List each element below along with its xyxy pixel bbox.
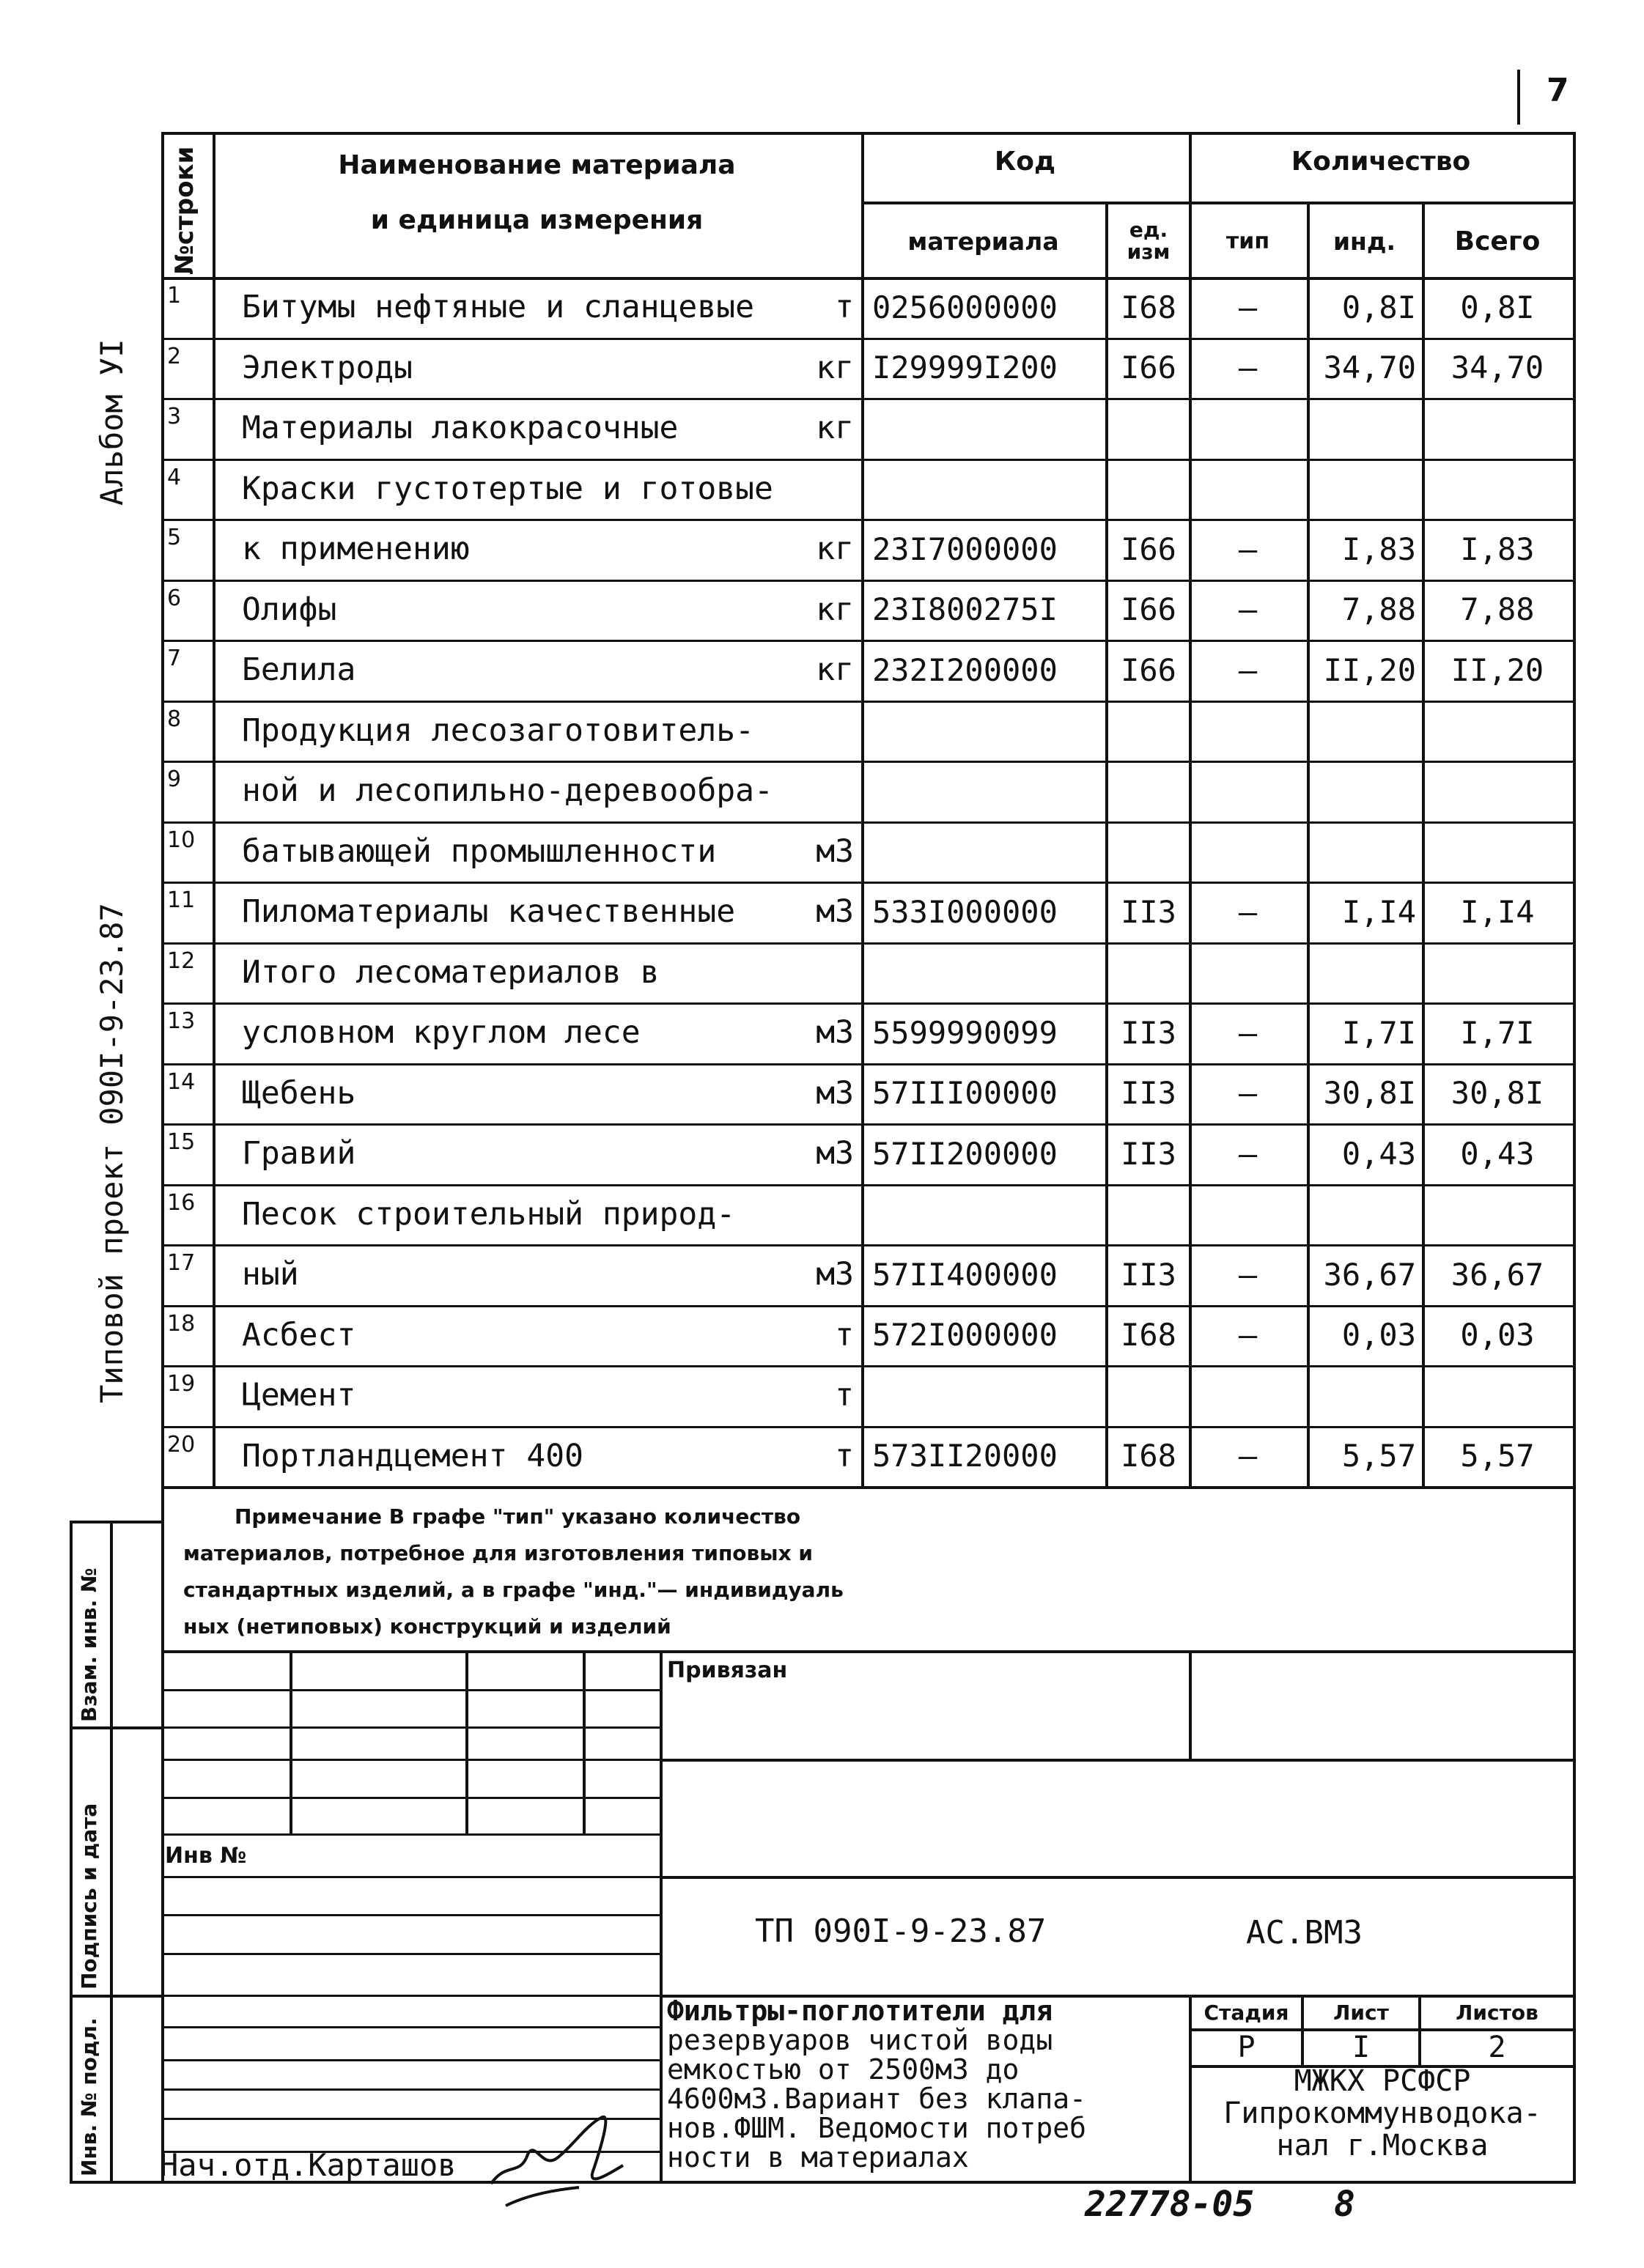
- unit: м3: [816, 1014, 854, 1052]
- row-number: 8: [167, 706, 182, 732]
- unit-code: II3: [1121, 893, 1176, 930]
- unit: [781, 1184, 854, 1245]
- total-qty: 7,88: [1460, 591, 1535, 628]
- type-qty: [1189, 459, 1307, 520]
- unit-code: I68: [1121, 289, 1176, 325]
- title-line: резервуаров чистой воды: [667, 2024, 1053, 2056]
- sheet-label: Лист: [1333, 2000, 1389, 2025]
- row-number: 12: [167, 948, 196, 974]
- material-code: [872, 1184, 1103, 1245]
- ind-qty: II,20: [1323, 651, 1416, 688]
- unit-code: [1108, 459, 1189, 520]
- unit-code: II3: [1121, 1256, 1176, 1293]
- type-qty: [1189, 701, 1307, 761]
- material-name: Пиломатериалы качественные: [242, 893, 736, 931]
- ind-qty: [1307, 398, 1422, 459]
- header-total: Всего: [1454, 226, 1541, 256]
- sheet-value: I: [1352, 2031, 1371, 2064]
- ind-qty: I,83: [1341, 531, 1416, 567]
- total-qty: 36,67: [1451, 1256, 1544, 1293]
- unit-code: II3: [1121, 1075, 1176, 1112]
- material-code: [872, 459, 1103, 520]
- total-qty: [1422, 701, 1573, 761]
- unit: т: [835, 1437, 854, 1474]
- material-code: 23I800275I: [872, 591, 1058, 628]
- unit-code: [1108, 761, 1189, 821]
- title-line: 4600м3.Вариант без клапа-: [667, 2083, 1086, 2115]
- material-name: Продукция лесозаготовитель-: [242, 712, 754, 749]
- total-qty: 34,70: [1451, 350, 1544, 386]
- total-qty: 30,8I: [1451, 1075, 1544, 1112]
- type-qty: –: [1238, 350, 1258, 386]
- unit: [781, 459, 854, 520]
- material-code: 572I000000: [872, 1317, 1058, 1353]
- signature: [476, 2096, 667, 2213]
- archive-number: 22778-05: [1085, 2184, 1255, 2225]
- material-name: Итого лесоматериалов в: [242, 953, 660, 991]
- unit: кг: [816, 651, 854, 689]
- type-qty: [1189, 398, 1307, 459]
- ind-qty: [1307, 701, 1422, 761]
- row-number: 6: [167, 585, 182, 611]
- ind-qty: [1307, 761, 1422, 821]
- material-code: [872, 821, 1103, 882]
- material-name: батывающей промышленности: [242, 832, 717, 870]
- row-number: 13: [167, 1008, 196, 1034]
- material-name: Электроды: [242, 349, 413, 386]
- total-qty: [1422, 1365, 1573, 1426]
- material-name: ной и лесопильно-деревообра-: [242, 772, 773, 810]
- header-quantity: Количество: [1291, 147, 1471, 177]
- title-line: емкостью от 2500м3 до: [667, 2053, 1020, 2086]
- ind-qty: [1307, 459, 1422, 520]
- row-number: 20: [167, 1431, 196, 1458]
- row-number: 5: [167, 525, 182, 550]
- material-name: Битумы нефтяные и сланцевые: [242, 289, 754, 326]
- header-ind: инд.: [1332, 226, 1396, 256]
- org-line1: МЖКХ РСФСР: [1294, 2064, 1471, 2098]
- unit: кг: [816, 410, 854, 447]
- material-code: 573II20000: [872, 1438, 1058, 1474]
- material-code: 533I000000: [872, 893, 1058, 930]
- material-name: Олифы: [242, 591, 337, 628]
- type-qty: –: [1238, 1135, 1258, 1172]
- type-qty: –: [1238, 893, 1258, 930]
- total-qty: 0,03: [1460, 1317, 1535, 1353]
- title-line: ности в материалах: [667, 2141, 969, 2173]
- material-name: Песок строительный природ-: [242, 1195, 736, 1233]
- material-code: I29999I200: [872, 350, 1058, 386]
- unit-code: [1108, 701, 1189, 761]
- stamp-grid-line: [161, 1995, 660, 1997]
- unit: т: [835, 289, 854, 326]
- material-name: к применению: [242, 531, 470, 568]
- ind-qty: 7,88: [1341, 591, 1416, 628]
- row-number: 1: [167, 283, 182, 309]
- unit-code: [1108, 821, 1189, 882]
- sheets-value: 2: [1488, 2031, 1506, 2064]
- ind-qty: [1307, 942, 1422, 1003]
- row-number: 18: [167, 1310, 196, 1337]
- ind-qty: 0,8I: [1341, 289, 1416, 325]
- unit-code: II3: [1121, 1135, 1176, 1172]
- row-number: 4: [167, 464, 182, 490]
- stage-value: Р: [1237, 2031, 1256, 2064]
- total-qty: I,83: [1460, 531, 1535, 567]
- ind-qty: I,7I: [1341, 1014, 1416, 1051]
- unit: [781, 942, 854, 1003]
- row-number: 19: [167, 1371, 196, 1397]
- unit-code: [1108, 1184, 1189, 1245]
- total-qty: 5,57: [1460, 1438, 1535, 1474]
- material-name: Асбест: [242, 1316, 356, 1353]
- unit-code: I66: [1121, 651, 1176, 688]
- header-material: материала: [907, 226, 1059, 256]
- unit: м3: [816, 893, 854, 931]
- unit: м3: [816, 1256, 854, 1293]
- material-code: 5599990099: [872, 1014, 1058, 1051]
- type-qty: –: [1238, 289, 1258, 325]
- material-name: Белила: [242, 651, 356, 689]
- unit-code: [1108, 398, 1189, 459]
- type-qty: –: [1238, 531, 1258, 567]
- document-code: ТП 090I-9-23.87: [755, 1913, 1047, 1950]
- stamp-replace-inv: Взам. инв. №: [77, 1567, 101, 1722]
- unit-code: I68: [1121, 1438, 1176, 1474]
- sheets-label: Листов: [1456, 2000, 1538, 2025]
- type-qty: –: [1238, 1256, 1258, 1293]
- unit: т: [835, 1316, 854, 1353]
- row-number: 14: [167, 1068, 196, 1095]
- row-number: 11: [167, 887, 196, 913]
- ind-qty: 5,57: [1341, 1438, 1416, 1474]
- unit: м3: [816, 1074, 854, 1112]
- header-unit-code: ед. изм: [1127, 218, 1171, 264]
- type-qty: –: [1238, 1317, 1258, 1353]
- page-number: 7: [1547, 72, 1569, 109]
- ind-qty: [1307, 1365, 1422, 1426]
- stamp-grid-line: [161, 2088, 660, 2091]
- ind-qty: 34,70: [1323, 350, 1416, 386]
- unit: кг: [816, 349, 854, 386]
- unit: [781, 761, 854, 821]
- material-code: 57III00000: [872, 1075, 1058, 1112]
- material-code: 23I7000000: [872, 531, 1058, 567]
- note-line4: ных (нетиповых) конструкций и изделий: [183, 1614, 671, 1639]
- unit-code: [1108, 942, 1189, 1003]
- unit: кг: [816, 531, 854, 568]
- material-name: Гравий: [242, 1135, 356, 1172]
- unit-code: I66: [1121, 591, 1176, 628]
- footer-page: 8: [1334, 2184, 1355, 2225]
- ind-qty: I,I4: [1341, 893, 1416, 930]
- ind-qty: 0,03: [1341, 1317, 1416, 1353]
- material-code: [872, 398, 1103, 459]
- unit-code: I66: [1121, 350, 1176, 386]
- total-qty: [1422, 1184, 1573, 1245]
- material-name: Щебень: [242, 1074, 356, 1112]
- type-qty: –: [1238, 1014, 1258, 1051]
- stamp-grid-line: [161, 1833, 660, 1836]
- ind-qty: [1307, 821, 1422, 882]
- material-code: 57II400000: [872, 1256, 1058, 1293]
- type-qty: [1189, 1365, 1307, 1426]
- unit: т: [835, 1377, 854, 1414]
- material-code: [872, 1365, 1103, 1426]
- note-line3: стандартных изделий, а в графе "инд."— индивидуаль: [183, 1578, 844, 1602]
- material-code: 0256000000: [872, 289, 1058, 325]
- inv-no-label: Инв №: [165, 1843, 247, 1869]
- total-qty: II,20: [1451, 651, 1544, 688]
- row-number: 3: [167, 404, 182, 429]
- material-name: Краски густотертые и готовые: [242, 470, 773, 507]
- type-qty: –: [1238, 651, 1258, 688]
- unit-code: II3: [1121, 1014, 1176, 1051]
- material-name: Материалы лакокрасочные: [242, 410, 679, 447]
- material-code: [872, 761, 1103, 821]
- stamp-grid-line: [161, 2026, 660, 2028]
- header-name-line2: и единица измерения: [370, 205, 704, 235]
- ind-qty: [1307, 1184, 1422, 1245]
- row-number: 10: [167, 827, 196, 853]
- unit: кг: [816, 591, 854, 628]
- total-qty: [1422, 942, 1573, 1003]
- ind-qty: 30,8I: [1323, 1075, 1416, 1112]
- stamp-grid-line: [161, 1876, 660, 1878]
- stamp-signature-date: Подпись и дата: [77, 1803, 101, 1990]
- material-name: Цемент: [242, 1377, 356, 1414]
- note-line1: Примечание В графе "тип" указано количество: [235, 1504, 801, 1529]
- title-line: нов.ФШМ. Ведомости потреб: [667, 2112, 1086, 2144]
- org-line3: нал г.Москва: [1276, 2129, 1489, 2162]
- total-qty: [1422, 398, 1573, 459]
- total-qty: [1422, 459, 1573, 520]
- stamp-grid-line: [161, 1914, 660, 1916]
- album-label: Альбом УI: [94, 339, 130, 506]
- type-qty: –: [1238, 1438, 1258, 1474]
- org-line2: Гипрокоммунводока-: [1223, 2097, 1541, 2130]
- row-number: 17: [167, 1250, 196, 1276]
- unit: м3: [816, 832, 854, 870]
- title-line: Фильтры-поглотители для: [667, 1995, 1053, 2027]
- material-code: 232I200000: [872, 651, 1058, 688]
- type-qty: [1189, 821, 1307, 882]
- header-name-line1: Наименование материала: [338, 150, 736, 180]
- project-label: Типовой проект 090I-9-23.87: [94, 903, 130, 1403]
- note-line2: материалов, потребное для изготовления типовых и: [183, 1541, 813, 1565]
- total-qty: [1422, 821, 1573, 882]
- attached-label: Привязан: [667, 1658, 788, 1683]
- document-mark: АС.ВМ3: [1246, 1914, 1363, 1951]
- material-name: ный: [242, 1256, 299, 1293]
- material-code: 57II200000: [872, 1135, 1058, 1172]
- ind-qty: 36,67: [1323, 1256, 1416, 1293]
- total-qty: 0,43: [1460, 1135, 1535, 1172]
- row-number: 16: [167, 1189, 196, 1216]
- unit-code: I66: [1121, 531, 1176, 567]
- material-name: Портландцемент 400: [242, 1437, 583, 1474]
- total-qty: I,I4: [1460, 893, 1535, 930]
- material-name: условном круглом лесе: [242, 1014, 641, 1052]
- dept-head: Нач.отд.Карташов: [160, 2147, 457, 2183]
- type-qty: –: [1238, 591, 1258, 628]
- total-qty: [1422, 761, 1573, 821]
- stamp-inv-original: Инв. № подл.: [77, 2017, 101, 2176]
- total-qty: 0,8I: [1460, 289, 1535, 325]
- stamp-grid-line: [161, 2059, 660, 2061]
- material-code: [872, 701, 1103, 761]
- type-qty: [1189, 1184, 1307, 1245]
- unit-code: [1108, 1365, 1189, 1426]
- row-number: 2: [167, 343, 182, 369]
- header-type: тип: [1225, 228, 1270, 254]
- total-qty: I,7I: [1460, 1014, 1535, 1051]
- row-number: 7: [167, 646, 182, 671]
- type-qty: [1189, 942, 1307, 1003]
- type-qty: [1189, 761, 1307, 821]
- stage-label: Стадия: [1203, 2000, 1289, 2025]
- row-number: 9: [167, 767, 182, 792]
- type-qty: –: [1238, 1075, 1258, 1112]
- unit: м3: [816, 1135, 854, 1172]
- stamp-grid-line: [161, 1953, 660, 1955]
- unit: [781, 701, 854, 761]
- material-code: [872, 942, 1103, 1003]
- unit-code: I68: [1121, 1317, 1176, 1353]
- header-row-no: №строки: [170, 146, 199, 275]
- row-number: 15: [167, 1129, 196, 1155]
- header-code: Код: [994, 147, 1056, 177]
- ind-qty: 0,43: [1341, 1135, 1416, 1172]
